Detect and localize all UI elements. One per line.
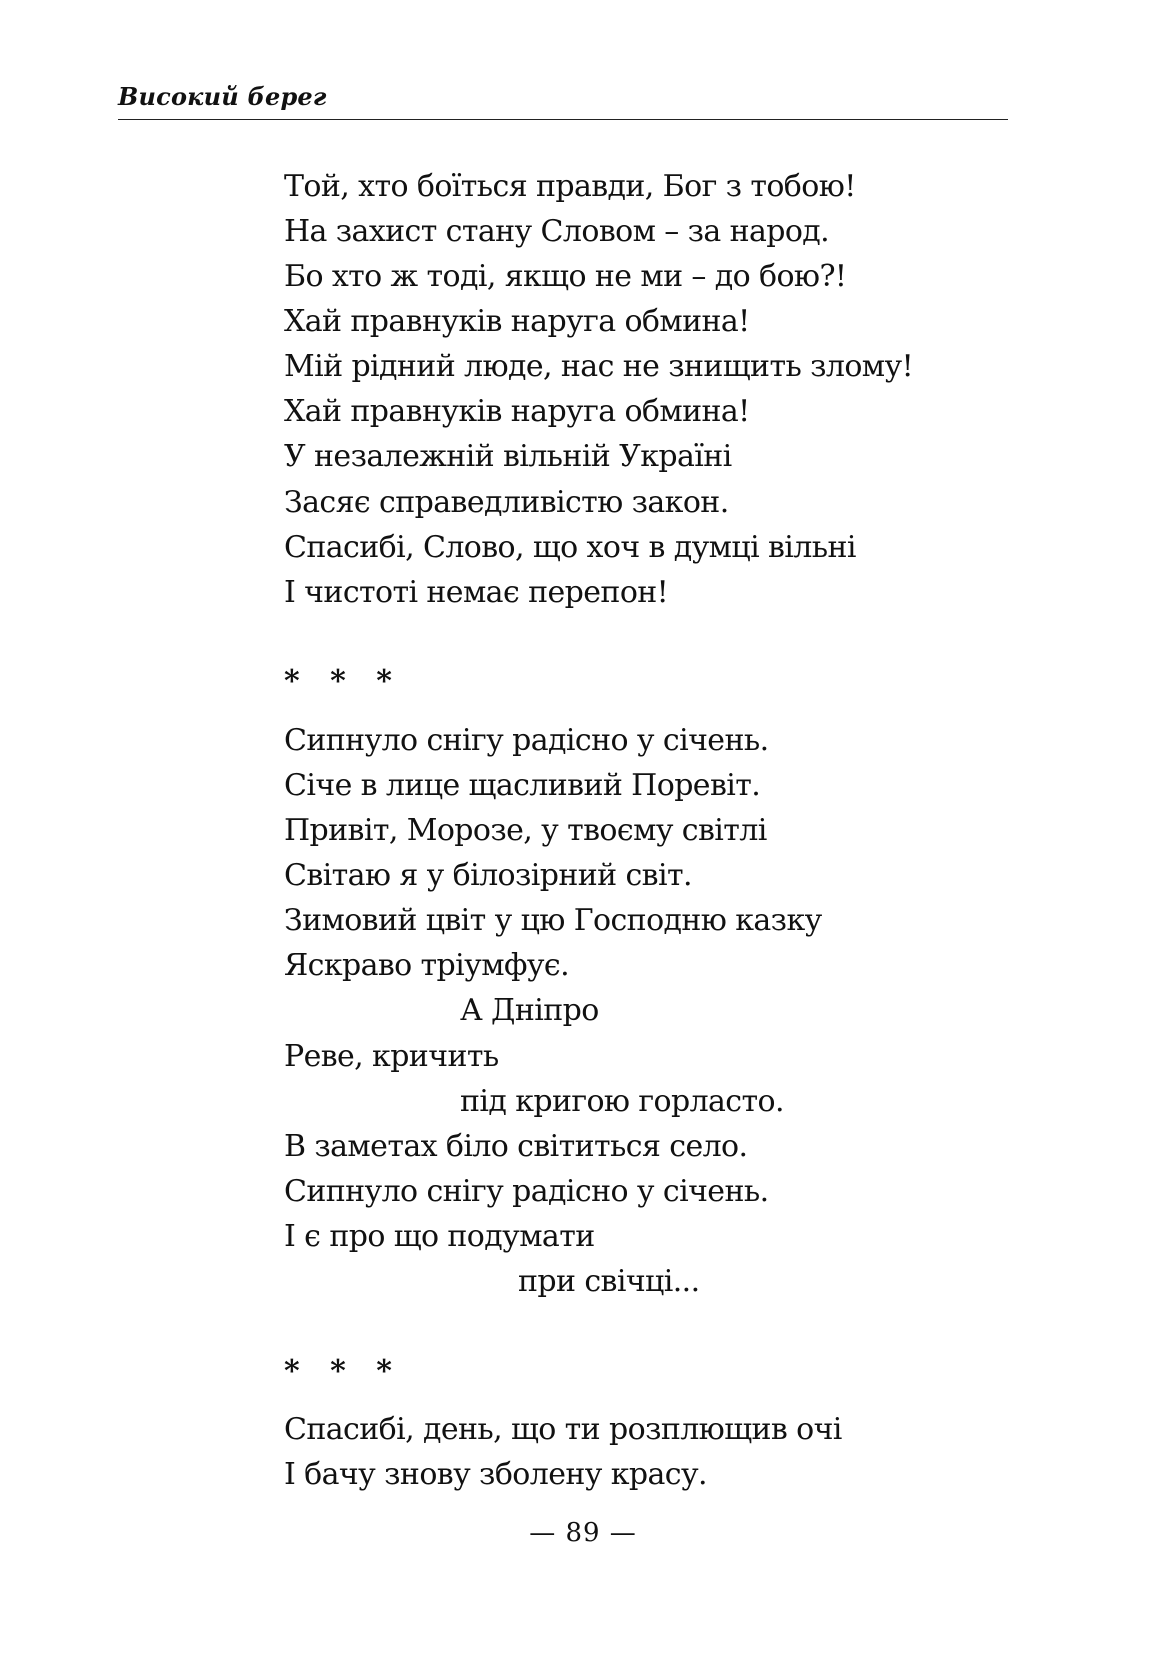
poem-line: На захист стану Словом – за народ. — [284, 214, 830, 249]
poem-line: Хай правнуків наруга обмина! — [284, 394, 750, 429]
poem-line: Мій рідний люде, нас не знищить злому! — [284, 349, 914, 384]
poem-line: І бачу знову зболену красу. — [284, 1457, 707, 1492]
poem-line: Світаю я у білозірний світ. — [284, 858, 692, 893]
poem-line: Спасибі, Слово, що хоч в думці вільні — [284, 530, 856, 565]
page-number: — 89 — — [529, 1518, 637, 1548]
poem-line: А Дніпро — [460, 993, 599, 1028]
poem-line: Сипнуло снігу радісно у січень. — [284, 723, 769, 758]
poem-line: під кригою горласто. — [460, 1084, 784, 1119]
poem-line: Реве, кричить — [284, 1039, 499, 1074]
poem-line: В заметах біло світиться село. — [284, 1129, 748, 1164]
poem-line: Зимовий цвіт у цю Господню казку — [284, 903, 822, 938]
poem-line: І чистоті немає перепон! — [284, 575, 669, 610]
poem-line: Сипнуло снігу радісно у січень. — [284, 1174, 769, 1209]
header-rule — [118, 119, 1008, 120]
poem-line: при свічці... — [518, 1264, 700, 1299]
poem-line: Спасибі, день, що ти розплющив очі — [284, 1412, 842, 1447]
poem-line: Той, хто боїться правди, Бог з тобою! — [284, 169, 856, 204]
poem-line: Привіт, Морозе, у твоєму світлі — [284, 813, 767, 848]
poem-line: І є про що подумати — [284, 1219, 595, 1254]
poem-line: Бо хто ж тоді, якщо не ми – до бою?! — [284, 259, 847, 294]
poem-line: Засяє справедливістю закон. — [284, 485, 729, 520]
poem-line: Яскраво тріумфує. — [284, 948, 570, 983]
stanza-separator: * * * — [284, 664, 402, 699]
poem-line: Січе в лице щасливий Поревіт. — [284, 768, 761, 803]
poem-line: Хай правнуків наруга обмина! — [284, 304, 750, 339]
poem-line: У незалежній вільній Україні — [284, 439, 732, 474]
stanza-separator: * * * — [284, 1354, 402, 1389]
running-head-title: Високий берег — [118, 82, 327, 111]
